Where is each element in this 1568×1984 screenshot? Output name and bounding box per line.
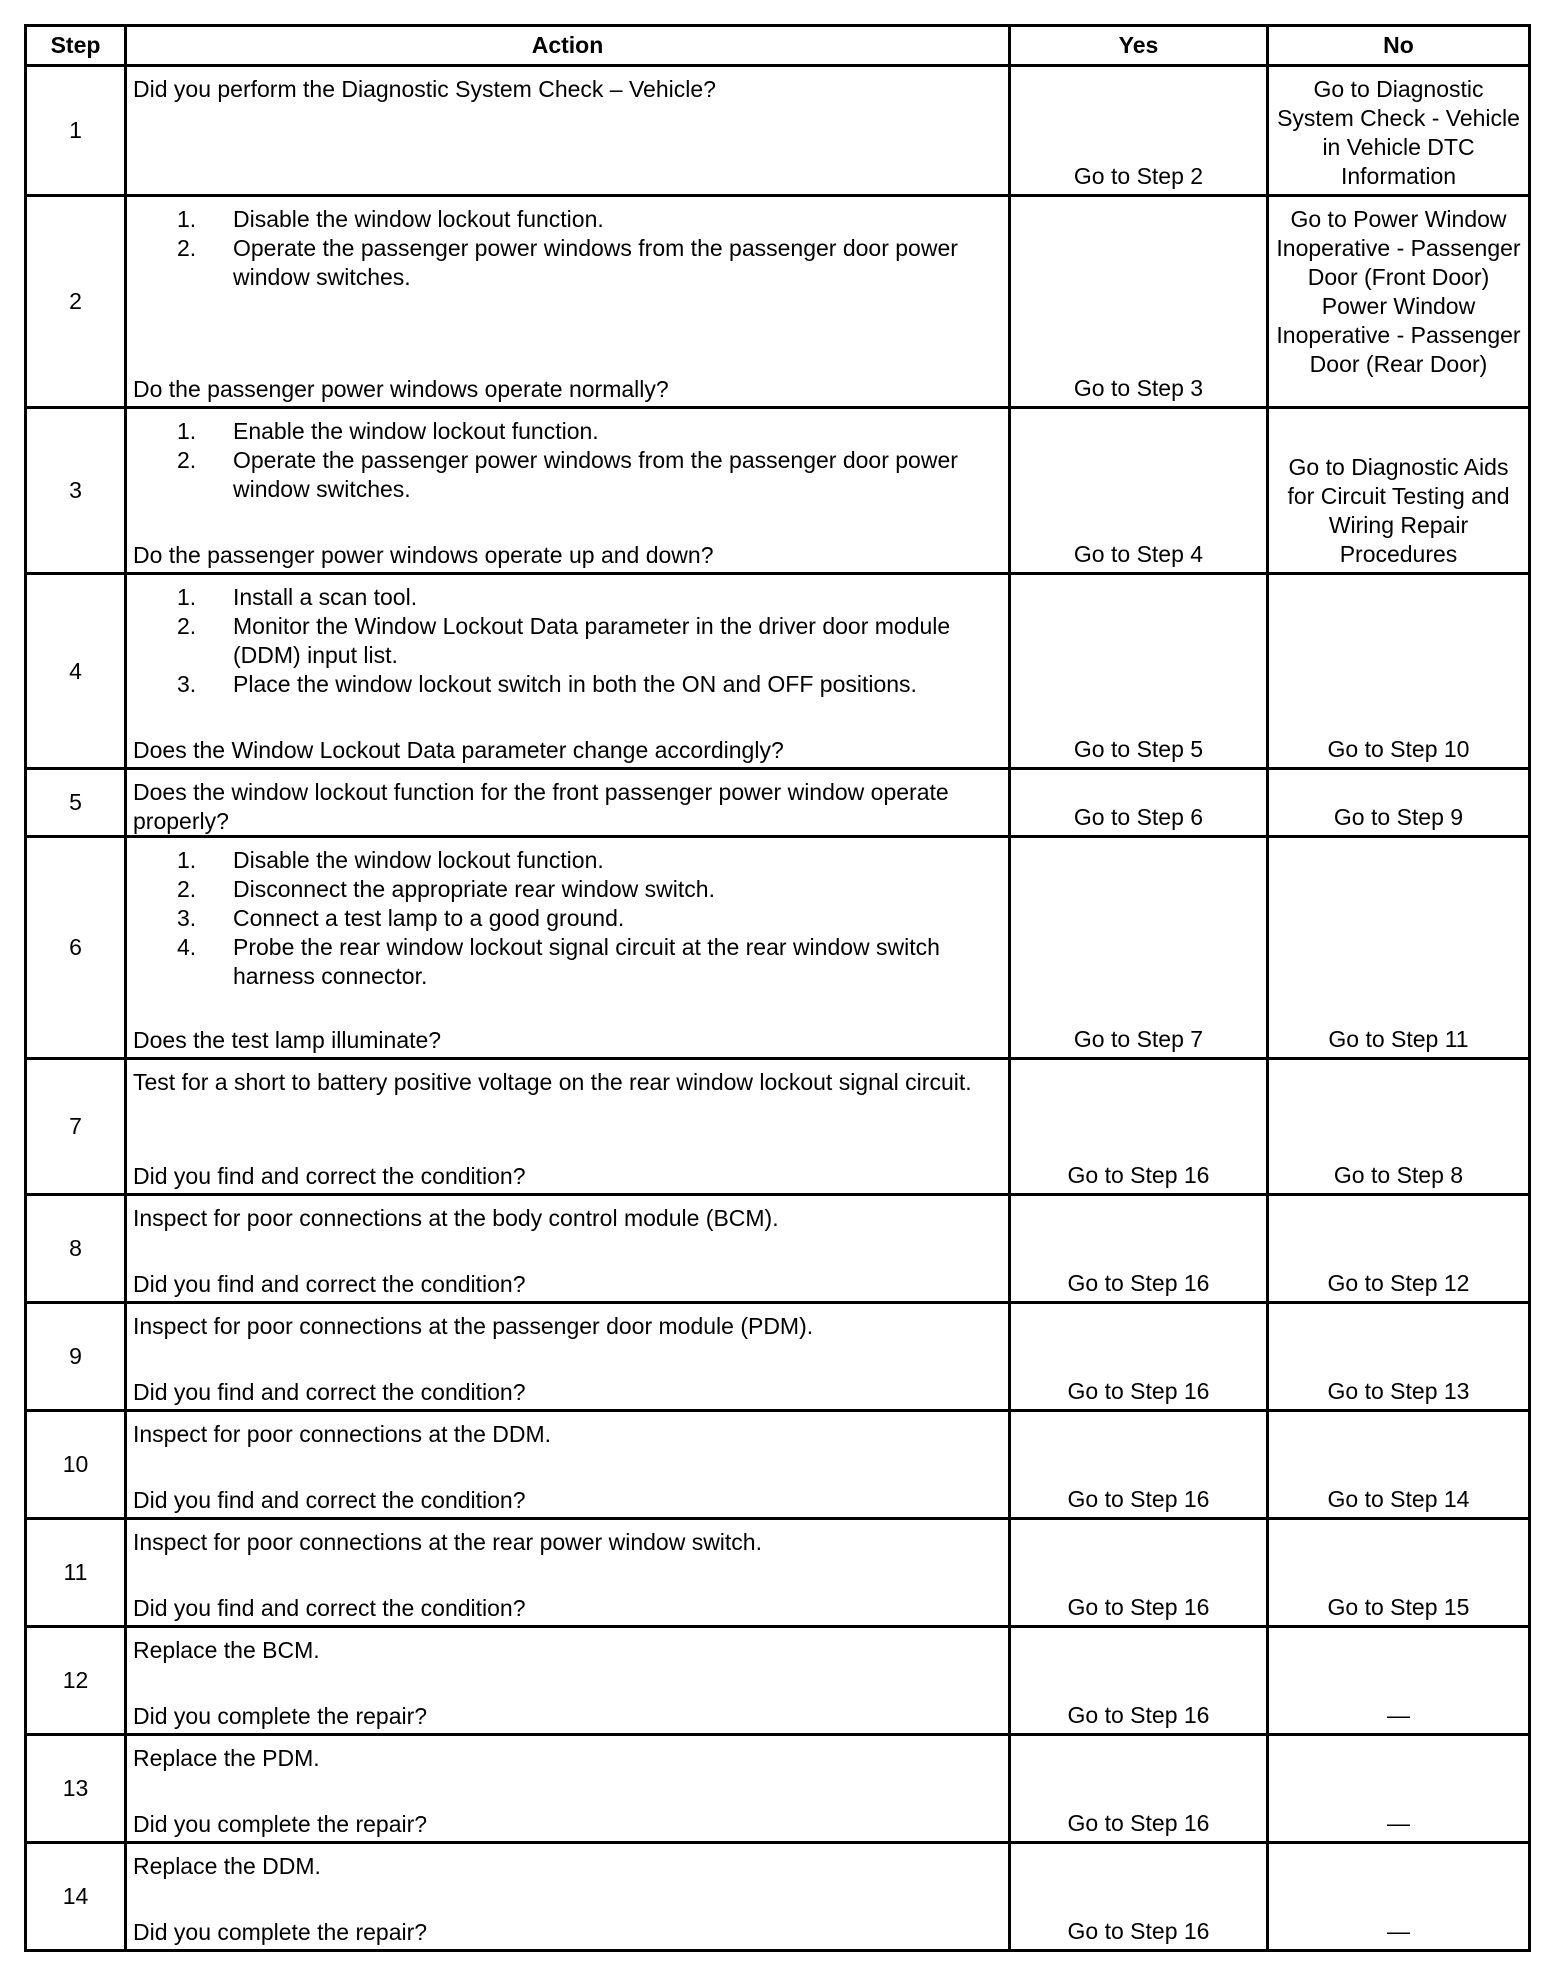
no-result: Go to Step 8 bbox=[1268, 1059, 1530, 1195]
action-question: Did you complete the repair? bbox=[133, 1703, 428, 1729]
step-number: 6 bbox=[26, 837, 126, 1059]
procedure-list bbox=[133, 583, 1002, 699]
yes-result: Go to Step 2 bbox=[1010, 66, 1268, 196]
table-row bbox=[26, 1059, 1530, 1195]
action-text: Replace the PDM. bbox=[133, 1745, 320, 1771]
procedure-item: 3. Place the window lockout switch in both the ON and OFF positions. bbox=[177, 671, 917, 697]
action-cell bbox=[126, 1303, 1010, 1411]
action-cell bbox=[126, 1519, 1010, 1627]
table-row bbox=[26, 769, 1530, 837]
yes-result: Go to Step 4 bbox=[1010, 408, 1268, 574]
header-row bbox=[26, 26, 1530, 66]
action-question: Does the Window Lockout Data parameter change accordingly? bbox=[133, 737, 784, 763]
action-cell bbox=[126, 1843, 1010, 1951]
yes-result: Go to Step 5 bbox=[1010, 574, 1268, 769]
step-number: 7 bbox=[26, 1059, 126, 1195]
action-question: Did you find and correct the condition? bbox=[133, 1487, 526, 1513]
yes-result: Go to Step 16 bbox=[1010, 1059, 1268, 1195]
action-cell bbox=[126, 196, 1010, 408]
action-cell bbox=[126, 1195, 1010, 1303]
action-text: Inspect for poor connections at the body control module (BCM). bbox=[133, 1205, 779, 1231]
action-text: Inspect for poor connections at the rear power window switch. bbox=[133, 1529, 762, 1555]
action-cell bbox=[126, 1735, 1010, 1843]
action-question: Did you find and correct the condition? bbox=[133, 1271, 526, 1297]
step-number: 3 bbox=[26, 408, 126, 574]
action-cell bbox=[126, 837, 1010, 1059]
step-number: 9 bbox=[26, 1303, 126, 1411]
step-number: 1 bbox=[26, 66, 126, 196]
yes-result: Go to Step 16 bbox=[1010, 1303, 1268, 1411]
no-result: Go to Diagnostic Aids for Circuit Testing and Wiring Repair Procedures bbox=[1268, 408, 1530, 574]
no-result: Go to Power Window Inoperative - Passenger Door (Front Door) Power Window Inoperative - Passenger Door (Rear Door) bbox=[1268, 196, 1530, 408]
step-number: 11 bbox=[26, 1519, 126, 1627]
action-cell bbox=[126, 769, 1010, 837]
table-row bbox=[26, 1627, 1530, 1735]
step-number: 14 bbox=[26, 1843, 126, 1951]
action-text: Replace the DDM. bbox=[133, 1853, 321, 1879]
step-number: 13 bbox=[26, 1735, 126, 1843]
action-cell bbox=[126, 1627, 1010, 1735]
action-question: Did you complete the repair? bbox=[133, 1919, 428, 1945]
yes-result: Go to Step 16 bbox=[1010, 1411, 1268, 1519]
step-number: 4 bbox=[26, 574, 126, 769]
procedure-item: 2. Monitor the Window Lockout Data parameter in the driver door module (DDM) input list. bbox=[177, 613, 951, 668]
table-row bbox=[26, 1303, 1530, 1411]
no-result: Go to Step 11 bbox=[1268, 837, 1530, 1059]
step-number: 8 bbox=[26, 1195, 126, 1303]
yes-result: Go to Step 16 bbox=[1010, 1735, 1268, 1843]
yes-result: Go to Step 16 bbox=[1010, 1627, 1268, 1735]
header-no: No bbox=[1268, 26, 1530, 66]
table-row bbox=[26, 1843, 1530, 1951]
header-action: Action bbox=[126, 26, 1010, 66]
table-row bbox=[26, 196, 1530, 408]
no-result: Go to Step 10 bbox=[1268, 574, 1530, 769]
step-number: 10 bbox=[26, 1411, 126, 1519]
table-row bbox=[26, 1735, 1530, 1843]
no-result: — bbox=[1268, 1735, 1530, 1843]
action-question: Did you find and correct the condition? bbox=[133, 1595, 526, 1621]
action-text: Did you perform the Diagnostic System Check – Vehicle? bbox=[133, 76, 716, 102]
no-result: — bbox=[1268, 1843, 1530, 1951]
action-cell bbox=[126, 574, 1010, 769]
action-question: Did you find and correct the condition? bbox=[133, 1163, 526, 1189]
table-row bbox=[26, 837, 1530, 1059]
action-text: Test for a short to battery positive voltage on the rear window lockout signal circuit. bbox=[133, 1069, 972, 1095]
action-cell bbox=[126, 66, 1010, 196]
table-body bbox=[26, 66, 1530, 1951]
procedure-item: 2. Disconnect the appropriate rear window switch. bbox=[177, 876, 715, 902]
procedure-list bbox=[133, 417, 1002, 504]
procedure-item: 2. Operate the passenger power windows from the passenger door power window switches. bbox=[177, 447, 958, 502]
procedure-item: 1. Disable the window lockout function. bbox=[177, 847, 604, 873]
yes-result: Go to Step 16 bbox=[1010, 1195, 1268, 1303]
action-text: Inspect for poor connections at the passenger door module (PDM). bbox=[133, 1313, 814, 1339]
step-number: 2 bbox=[26, 196, 126, 408]
table-row bbox=[26, 574, 1530, 769]
action-question: Do the passenger power windows operate up and down? bbox=[133, 542, 714, 568]
procedure-list bbox=[133, 205, 1002, 292]
table-row bbox=[26, 1519, 1530, 1627]
procedure-list bbox=[133, 846, 1002, 991]
action-text: Inspect for poor connections at the DDM. bbox=[133, 1421, 552, 1447]
no-result: Go to Step 9 bbox=[1268, 769, 1530, 837]
action-question: Does the test lamp illuminate? bbox=[133, 1027, 442, 1053]
step-number: 5 bbox=[26, 769, 126, 837]
no-result: Go to Step 14 bbox=[1268, 1411, 1530, 1519]
header-yes: Yes bbox=[1010, 26, 1268, 66]
step-number: 12 bbox=[26, 1627, 126, 1735]
no-result: — bbox=[1268, 1627, 1530, 1735]
table-row bbox=[26, 1411, 1530, 1519]
action-text: Replace the BCM. bbox=[133, 1637, 320, 1663]
procedure-item: 1. Disable the window lockout function. bbox=[177, 206, 604, 232]
table-row bbox=[26, 1195, 1530, 1303]
procedure-item: 2. Operate the passenger power windows from the passenger door power window switches. bbox=[177, 235, 958, 290]
action-cell bbox=[126, 1059, 1010, 1195]
procedure-item: 1. Enable the window lockout function. bbox=[177, 418, 599, 444]
procedure-item: 4. Probe the rear window lockout signal circuit at the rear window switch harness connector. bbox=[177, 934, 940, 989]
no-result: Go to Diagnostic System Check - Vehicle in Vehicle DTC Information bbox=[1268, 66, 1530, 196]
action-cell bbox=[126, 1411, 1010, 1519]
header-step: Step bbox=[26, 26, 126, 66]
yes-result: Go to Step 3 bbox=[1010, 196, 1268, 408]
no-result: Go to Step 15 bbox=[1268, 1519, 1530, 1627]
yes-result: Go to Step 6 bbox=[1010, 769, 1268, 837]
no-result: Go to Step 13 bbox=[1268, 1303, 1530, 1411]
yes-result: Go to Step 7 bbox=[1010, 837, 1268, 1059]
table-row bbox=[26, 66, 1530, 196]
action-question: Did you find and correct the condition? bbox=[133, 1379, 526, 1405]
no-result: Go to Step 12 bbox=[1268, 1195, 1530, 1303]
action-text: Does the window lockout function for the front passenger power window operate properly? bbox=[133, 779, 949, 834]
yes-result: Go to Step 16 bbox=[1010, 1843, 1268, 1951]
action-cell bbox=[126, 408, 1010, 574]
procedure-item: 3. Connect a test lamp to a good ground. bbox=[177, 905, 625, 931]
action-question: Did you complete the repair? bbox=[133, 1811, 428, 1837]
diagnostic-table bbox=[24, 24, 1531, 1952]
yes-result: Go to Step 16 bbox=[1010, 1519, 1268, 1627]
procedure-item: 1. Install a scan tool. bbox=[177, 584, 418, 610]
table-row bbox=[26, 408, 1530, 574]
action-question: Do the passenger power windows operate normally? bbox=[133, 376, 669, 402]
